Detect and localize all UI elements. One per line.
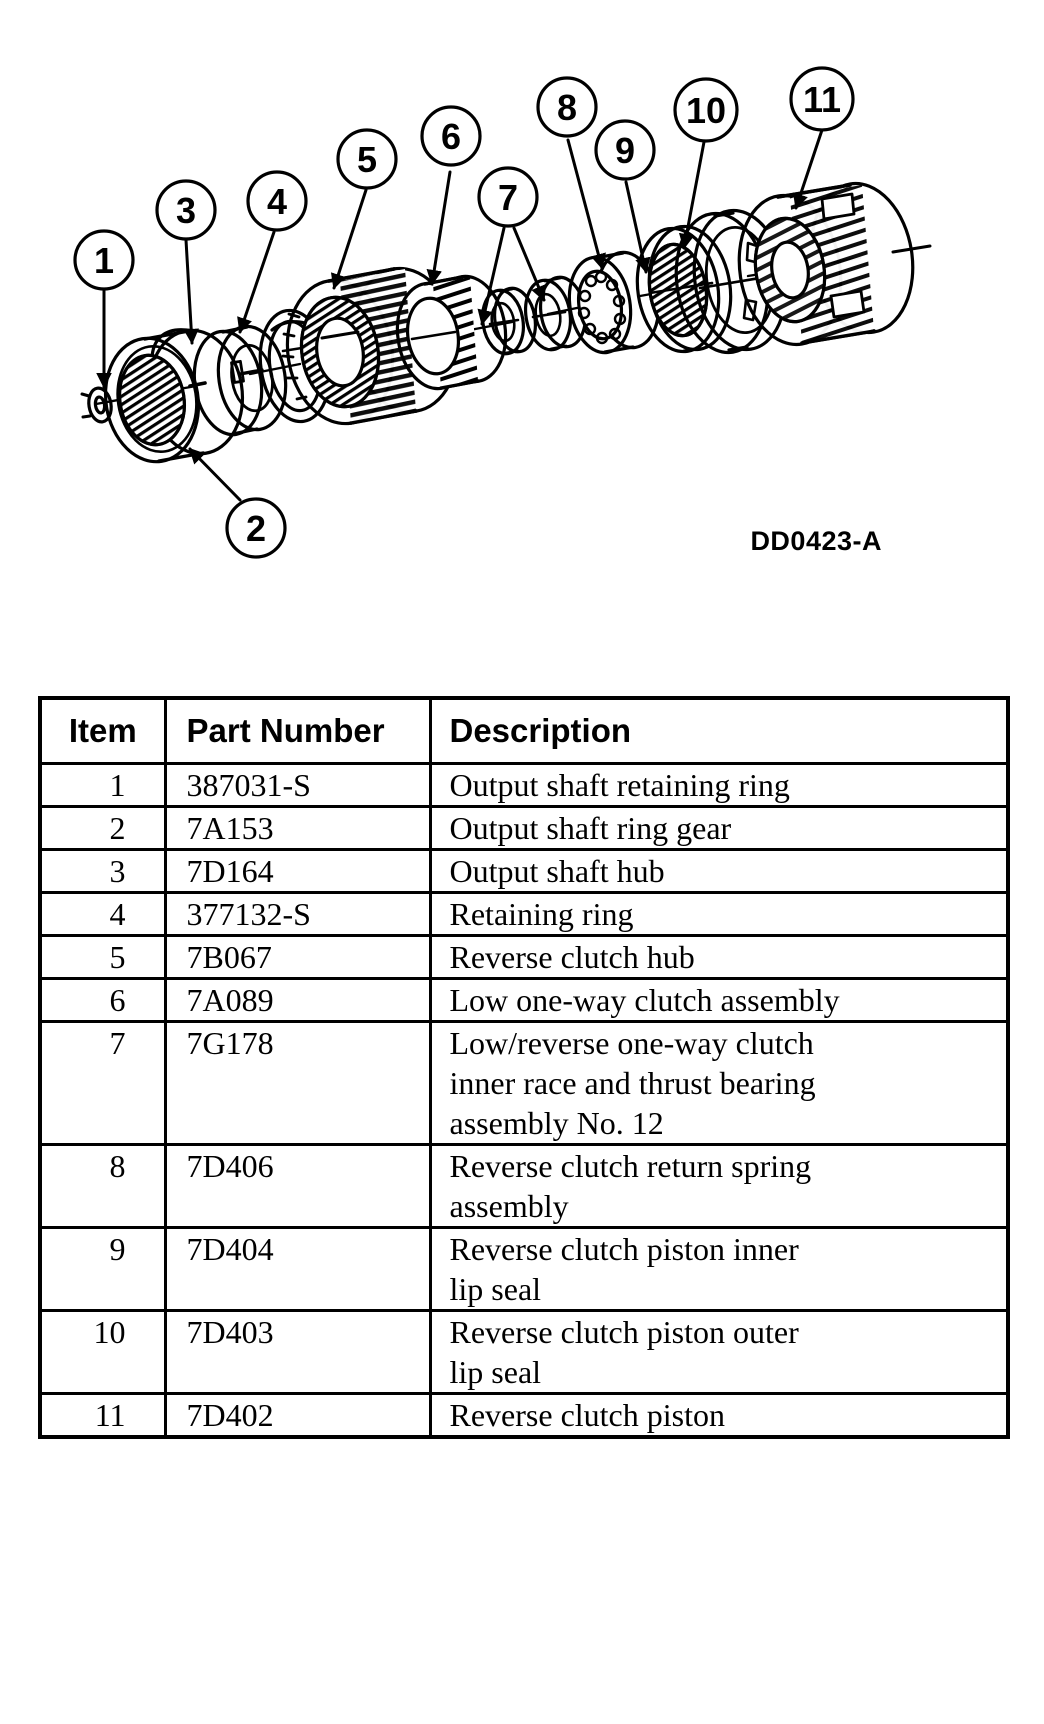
description-line: assembly [449,1188,569,1224]
description-line: Output shaft ring gear [449,810,732,846]
description-line: Reverse clutch return spring [449,1148,812,1184]
cell-part-number: 7D164 [165,850,430,893]
callout-number-8: 8 [556,87,578,128]
description-line: lip seal [449,1354,542,1390]
table-row [40,850,1008,893]
table-row [40,936,1008,979]
column-header-part-number: Part Number [165,698,430,764]
part-11-shape [729,176,930,352]
leader-2 [190,449,240,500]
cell-part-number: 7D403 [165,1311,430,1394]
callout-number-3: 3 [175,190,197,231]
description-line: inner race and thrust bearing [449,1065,816,1101]
cell-description [430,764,1008,807]
table-row [40,807,1008,850]
part-2-shape [97,324,251,469]
leader-6 [432,172,450,284]
table-row [40,1145,1008,1228]
cell-item: 7 [40,1022,165,1145]
cell-description [430,807,1008,850]
description-line: Output shaft retaining ring [449,767,790,803]
cell-part-number: 7G178 [165,1022,430,1145]
cell-item: 8 [40,1145,165,1228]
description-line: Reverse clutch hub [449,939,695,975]
description-line: Retaining ring [449,896,634,932]
column-header-description: Description [430,698,1008,764]
cell-part-number: 7D404 [165,1228,430,1311]
cell-item: 10 [40,1311,165,1394]
parts-table-body [40,764,1008,1438]
cell-part-number: 387031-S [165,764,430,807]
description-line: Output shaft hub [449,853,665,889]
exploded-diagram [0,0,1044,600]
callout-number-5: 5 [356,139,378,180]
cell-item: 1 [40,764,165,807]
cell-description [430,936,1008,979]
figure-code-label: DD0423-A [750,526,882,556]
cell-part-number: 7A153 [165,807,430,850]
description-line: Reverse clutch piston inner [449,1231,799,1267]
cell-description [430,1022,1008,1145]
leader-3 [186,240,192,343]
cell-description [430,1311,1008,1394]
cell-item: 4 [40,893,165,936]
cell-part-number: 7B067 [165,936,430,979]
cell-part-number: 7D402 [165,1394,430,1438]
callout-number-7: 7 [497,177,519,218]
description-line: Low/reverse one-way clutch [449,1025,814,1061]
description-line: lip seal [449,1271,542,1307]
callout-number-9: 9 [614,130,636,171]
cell-description [430,850,1008,893]
table-row [40,1228,1008,1311]
cell-description [430,1394,1008,1438]
column-header-item: Item [40,698,165,764]
table-row [40,1022,1008,1145]
cell-item: 2 [40,807,165,850]
leader-9 [626,182,646,272]
cell-part-number: 377132-S [165,893,430,936]
callout-number-4: 4 [266,181,288,222]
table-row [40,979,1008,1022]
cell-description [430,1228,1008,1311]
cell-part-number: 7A089 [165,979,430,1022]
description-line: assembly No. 12 [449,1105,664,1141]
description-line: Reverse clutch piston outer [449,1314,799,1350]
description-line: Low one-way clutch assembly [449,982,840,1018]
cell-part-number: 7D406 [165,1145,430,1228]
cell-item: 6 [40,979,165,1022]
part-3-shape [187,321,292,439]
description-line: Reverse clutch piston [449,1397,725,1433]
callout-number-6: 6 [440,116,462,157]
cell-description [430,1145,1008,1228]
exploded-diagram-svg [0,0,1044,600]
parts-table-container [38,696,1006,1439]
cell-item: 5 [40,936,165,979]
parts-table-head [40,698,1008,764]
callout-number-2: 2 [245,508,267,549]
cell-item: 3 [40,850,165,893]
table-row [40,1394,1008,1438]
cell-description [430,979,1008,1022]
table-row [40,1311,1008,1394]
cell-item: 9 [40,1228,165,1311]
table-header-row [40,698,1008,764]
leader-4 [240,232,274,332]
callout-number-11: 11 [802,79,842,120]
table-row [40,764,1008,807]
cell-item: 11 [40,1394,165,1438]
callout-number-10: 10 [685,90,727,131]
cell-description [430,893,1008,936]
table-row [40,893,1008,936]
callout-number-1: 1 [93,240,115,281]
parts-table [38,696,1010,1439]
